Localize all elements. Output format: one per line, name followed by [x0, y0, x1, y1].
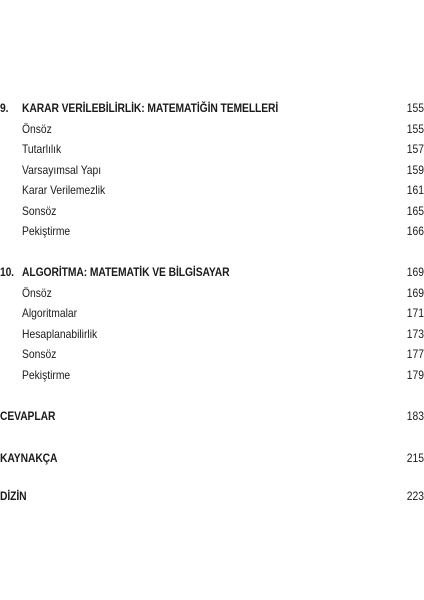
back-matter-page-number: 223: [406, 489, 424, 503]
toc-entry: [0, 121, 424, 137]
section-page-number: 161: [406, 183, 424, 197]
toc-entry: [0, 346, 424, 362]
section-title: Önsöz: [22, 286, 52, 300]
back-matter-page-number: 215: [406, 451, 424, 465]
section-title: Hesaplanabilirlik: [22, 327, 98, 341]
back-matter-index: [0, 488, 424, 504]
section-page-number: 166: [406, 224, 424, 238]
toc-entry: [0, 305, 424, 321]
section-page-number: 159: [406, 163, 424, 177]
section-title: Algoritmalar: [22, 306, 78, 320]
section-page-number: 155: [406, 122, 424, 136]
back-matter-title: KAYNAKÇA: [0, 451, 58, 465]
section-page-number: 171: [406, 306, 424, 320]
back-matter-page-number: 183: [406, 409, 424, 423]
section-title: Sonsöz: [22, 204, 57, 218]
chapter-page-number: 155: [406, 101, 424, 115]
toc-entry: [0, 223, 424, 239]
section-page-number: 169: [406, 286, 424, 300]
section-page-number: 165: [406, 204, 424, 218]
section-title: Pekiştirme: [22, 368, 71, 382]
back-matter-answers: [0, 408, 424, 424]
section-title: Önsöz: [22, 122, 52, 136]
toc-entry: [0, 141, 424, 157]
back-matter-bibliography: [0, 450, 424, 466]
section-title: Karar Verilemezlik: [22, 183, 106, 197]
toc-entry: [0, 367, 424, 383]
chapter-heading-10: [0, 264, 424, 280]
chapter-heading-9: [0, 100, 424, 116]
chapter-number: 9.: [0, 101, 9, 115]
toc-entry: [0, 162, 424, 178]
toc-entry: [0, 285, 424, 301]
section-title: Sonsöz: [22, 347, 57, 361]
chapter-number: 10.: [0, 265, 14, 279]
toc-entry: [0, 182, 424, 198]
back-matter-title: DİZİN: [0, 489, 27, 503]
chapter-title: KARAR VERİLEBİLİRLİK: MATEMATİĞİN TEMELLERİ: [22, 101, 279, 115]
chapter-title: ALGORİTMA: MATEMATİK VE BİLGİSAYAR: [22, 265, 230, 279]
section-page-number: 179: [406, 368, 424, 382]
back-matter-title: CEVAPLAR: [0, 409, 56, 423]
section-page-number: 157: [406, 142, 424, 156]
section-page-number: 173: [406, 327, 424, 341]
toc-entry: [0, 326, 424, 342]
toc-entry: [0, 203, 424, 219]
chapter-page-number: 169: [406, 265, 424, 279]
section-title: Varsayımsal Yapı: [22, 163, 102, 177]
section-page-number: 177: [406, 347, 424, 361]
section-title: Tutarlılık: [22, 142, 62, 156]
section-title: Pekiştirme: [22, 224, 71, 238]
